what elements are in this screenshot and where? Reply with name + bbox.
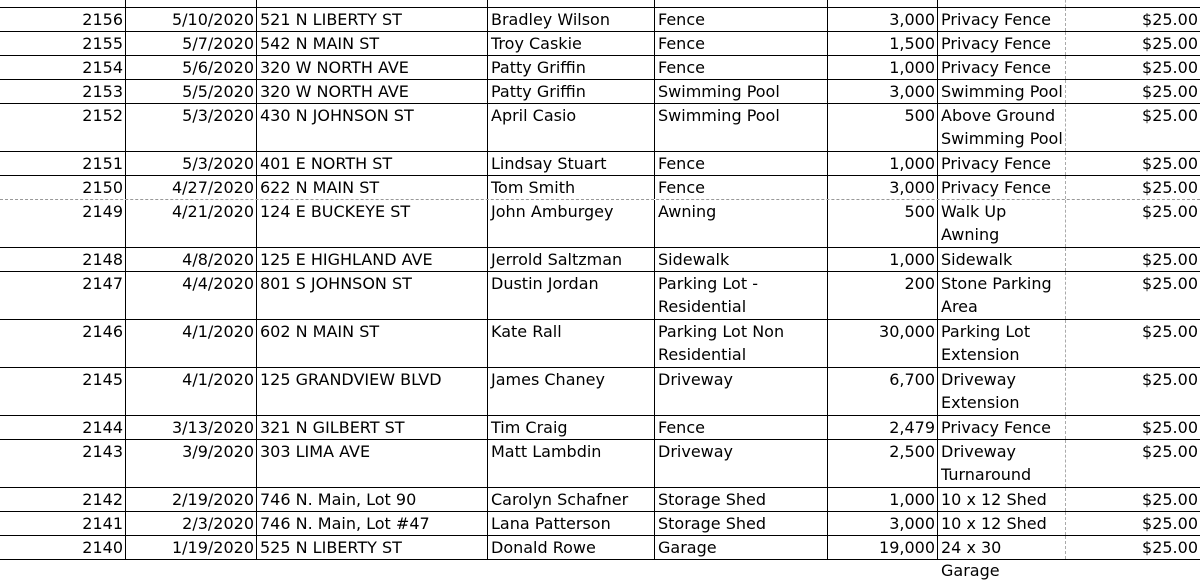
date-cell: 2/3/2020 (126, 512, 257, 535)
fee-cell: $25.00 (1142, 82, 1198, 101)
address-cell: 542 N MAIN ST (257, 32, 488, 55)
permit-type-cell (655, 152, 828, 175)
applicant-cell: Bradley Wilson (488, 8, 655, 31)
permit-type-text: Sidewalk (658, 250, 730, 269)
applicant-cell: Matt Lambdin (488, 440, 655, 487)
permit-type-cell (655, 440, 828, 487)
permit-type-cell (655, 248, 828, 271)
table-row (0, 320, 1200, 368)
table-row (0, 272, 1200, 320)
applicant-cell: Kate Rall (488, 320, 655, 367)
date-cell: 5/3/2020 (126, 152, 257, 175)
date-cell: 2/19/2020 (126, 488, 257, 511)
description-line: Extension (941, 345, 1020, 364)
description-line: Parking Lot (941, 322, 1031, 341)
applicant-cell: James Chaney (488, 368, 655, 415)
description-line: Driveway (941, 442, 1017, 461)
value-cell: 2,500 (828, 440, 938, 487)
permit-number-cell: 2146 (0, 320, 126, 367)
applicant-cell: Jerrold Saltzman (488, 248, 655, 271)
table-row (0, 512, 1200, 536)
value-cell: 3,000 (828, 176, 938, 199)
table-row (0, 440, 1200, 488)
applicant-cell: Tim Craig (488, 416, 655, 439)
description-line: Privacy Fence (941, 178, 1051, 197)
description-line: Awning (941, 225, 1000, 244)
permit-type-text: Parking Lot Non Residential (658, 322, 785, 364)
description-cell (938, 368, 1066, 415)
permit-number-cell: 2147 (0, 272, 126, 319)
description-cell (938, 272, 1066, 319)
description-line: Privacy Fence (941, 154, 1051, 173)
table-row (0, 104, 1200, 152)
table-row (0, 536, 1200, 580)
permit-type-text: Fence (658, 34, 705, 53)
applicant-cell: Patty Griffin (488, 56, 655, 79)
permit-type-cell (655, 536, 828, 559)
permit-type-cell (655, 104, 828, 151)
permit-type-text: Awning (658, 202, 717, 221)
table-row (0, 8, 1200, 32)
table-row (0, 0, 1200, 8)
description-line: Area (941, 297, 978, 316)
applicant-cell: John Amburgey (488, 200, 655, 247)
permit-number-cell: 2154 (0, 56, 126, 79)
date-cell: 4/1/2020 (126, 320, 257, 367)
description-line: Swimming Pool (941, 129, 1063, 148)
address-cell: 321 N GILBERT ST (257, 416, 488, 439)
value-cell: 1,500 (828, 32, 938, 55)
address-cell: 320 W NORTH AVE (257, 56, 488, 79)
permit-type-text: Swimming Pool (658, 82, 780, 101)
address-cell: 401 E NORTH ST (257, 152, 488, 175)
value-cell: 1,000 (828, 248, 938, 271)
applicant-cell: Troy Caskie (488, 32, 655, 55)
table-row (0, 80, 1200, 104)
value-cell: 1,000 (828, 56, 938, 79)
date-cell: 4/1/2020 (126, 368, 257, 415)
value-cell: 19,000 (828, 536, 938, 559)
description-line: Driveway (941, 370, 1017, 389)
permit-type-text: Parking Lot - Residential (658, 274, 758, 316)
address-cell: 125 E HIGHLAND AVE (257, 248, 488, 271)
fee-cell: $25.00 (1142, 58, 1198, 77)
permit-number-cell: 2150 (0, 176, 126, 199)
table-row (0, 368, 1200, 416)
permit-type-cell (655, 8, 828, 31)
permit-type-cell (655, 176, 828, 199)
address-cell: 525 N LIBERTY ST (257, 536, 488, 559)
description-cell (938, 56, 1066, 79)
value-cell: 1,000 (828, 488, 938, 511)
description-line: Walk Up (941, 202, 1007, 221)
fee-cell: $25.00 (1142, 10, 1198, 29)
permit-type-cell (655, 272, 828, 319)
permit-type-cell (655, 200, 828, 247)
description-cell (938, 248, 1066, 271)
date-cell (126, 0, 257, 7)
permit-type-text: Fence (658, 154, 705, 173)
description-cell (938, 32, 1066, 55)
date-cell: 5/6/2020 (126, 56, 257, 79)
description-line: Turnaround (941, 465, 1032, 484)
description-cell (938, 80, 1066, 103)
description-line: Above Ground (941, 106, 1056, 125)
value-cell: 3,000 (828, 8, 938, 31)
fee-cell: $25.00 (1142, 202, 1198, 221)
permit-type-text: Fence (658, 58, 705, 77)
date-cell: 4/4/2020 (126, 272, 257, 319)
description-cell (938, 152, 1066, 175)
value-cell: 500 (828, 104, 938, 151)
address-cell: 602 N MAIN ST (257, 320, 488, 367)
description-cell (938, 0, 1066, 7)
address-cell: 801 S JOHNSON ST (257, 272, 488, 319)
date-cell: 5/7/2020 (126, 32, 257, 55)
description-line: Swimming Pool (941, 82, 1063, 101)
table-row (0, 248, 1200, 272)
permit-type-cell (655, 512, 828, 535)
value-cell: 2,479 (828, 416, 938, 439)
address-cell: 430 N JOHNSON ST (257, 104, 488, 151)
description-line: 10 x 12 Shed (941, 490, 1047, 509)
table-row (0, 152, 1200, 176)
fee-cell: $25.00 (1142, 178, 1198, 197)
permit-number-cell: 2140 (0, 536, 126, 559)
fee-cell: $25.00 (1142, 34, 1198, 53)
applicant-cell: Dustin Jordan (488, 272, 655, 319)
applicant-cell: Carolyn Schafner (488, 488, 655, 511)
fee-cell (1066, 0, 1200, 7)
description-line: Privacy Fence (941, 418, 1051, 437)
permit-type-text: Driveway (658, 370, 734, 389)
description-cell (938, 8, 1066, 31)
table-row (0, 200, 1200, 248)
value-cell: 30,000 (828, 320, 938, 367)
description-cell (938, 416, 1066, 439)
permit-type-cell (655, 416, 828, 439)
applicant-cell: Lindsay Stuart (488, 152, 655, 175)
description-line: 24 x 30 Garage (941, 538, 1002, 580)
permit-number-cell: 2151 (0, 152, 126, 175)
permit-number-cell: 2145 (0, 368, 126, 415)
date-cell: 3/9/2020 (126, 440, 257, 487)
applicant-cell: Patty Griffin (488, 80, 655, 103)
table-row (0, 416, 1200, 440)
date-cell: 4/27/2020 (126, 176, 257, 199)
permit-type-text: Garage (658, 538, 717, 557)
permit-type-cell (655, 0, 828, 7)
address-cell: 125 GRANDVIEW BLVD (257, 368, 488, 415)
date-cell: 4/8/2020 (126, 248, 257, 271)
permit-number-cell (0, 0, 126, 7)
date-cell: 5/3/2020 (126, 104, 257, 151)
description-cell (938, 512, 1066, 535)
permit-number-cell: 2152 (0, 104, 126, 151)
fee-cell: $25.00 (1142, 490, 1198, 509)
permit-type-text: Fence (658, 10, 705, 29)
description-line: Privacy Fence (941, 10, 1051, 29)
permit-number-cell: 2142 (0, 488, 126, 511)
permit-type-text: Fence (658, 178, 705, 197)
address-cell: 746 N. Main, Lot #47 (257, 512, 488, 535)
description-cell (938, 104, 1066, 151)
description-cell (938, 488, 1066, 511)
address-cell: 320 W NORTH AVE (257, 80, 488, 103)
table-row (0, 488, 1200, 512)
permit-type-text: Fence (658, 418, 705, 437)
fee-cell: $25.00 (1142, 322, 1198, 341)
permit-type-cell (655, 56, 828, 79)
value-cell: 500 (828, 200, 938, 247)
description-line: Stone Parking (941, 274, 1052, 293)
fee-cell: $25.00 (1142, 418, 1198, 437)
applicant-cell: Lana Patterson (488, 512, 655, 535)
date-cell: 3/13/2020 (126, 416, 257, 439)
date-cell: 4/21/2020 (126, 200, 257, 247)
date-cell: 1/19/2020 (126, 536, 257, 559)
permit-number-cell: 2144 (0, 416, 126, 439)
fee-cell: $25.00 (1142, 250, 1198, 269)
table-row (0, 32, 1200, 56)
value-cell: 6,700 (828, 368, 938, 415)
date-cell: 5/10/2020 (126, 8, 257, 31)
applicant-cell (488, 0, 655, 7)
address-cell: 746 N. Main, Lot 90 (257, 488, 488, 511)
fee-cell: $25.00 (1142, 274, 1198, 293)
permit-type-cell (655, 368, 828, 415)
permit-type-cell (655, 488, 828, 511)
address-cell: 521 N LIBERTY ST (257, 8, 488, 31)
table-row (0, 176, 1200, 200)
fee-cell: $25.00 (1142, 370, 1198, 389)
value-cell (828, 0, 938, 7)
address-cell: 622 N MAIN ST (257, 176, 488, 199)
description-cell (938, 200, 1066, 247)
fee-cell: $25.00 (1142, 442, 1198, 461)
permit-number-cell: 2153 (0, 80, 126, 103)
date-cell: 5/5/2020 (126, 80, 257, 103)
value-cell: 1,000 (828, 152, 938, 175)
value-cell: 3,000 (828, 80, 938, 103)
permit-number-cell: 2155 (0, 32, 126, 55)
description-cell (938, 176, 1066, 199)
description-line: Privacy Fence (941, 58, 1051, 77)
address-cell (257, 0, 488, 7)
permit-type-text: Swimming Pool (658, 106, 780, 125)
description-cell (938, 536, 1066, 580)
fee-cell: $25.00 (1142, 106, 1198, 125)
permit-number-cell: 2149 (0, 200, 126, 247)
fee-cell: $25.00 (1142, 538, 1198, 557)
description-line: Sidewalk (941, 250, 1013, 269)
applicant-cell: Tom Smith (488, 176, 655, 199)
fee-cell: $25.00 (1142, 514, 1198, 533)
permit-type-cell (655, 320, 828, 367)
permit-number-cell: 2143 (0, 440, 126, 487)
value-cell: 3,000 (828, 512, 938, 535)
permit-number-cell: 2141 (0, 512, 126, 535)
applicant-cell: Donald Rowe (488, 536, 655, 559)
applicant-cell: April Casio (488, 104, 655, 151)
permit-type-text: Storage Shed (658, 490, 766, 509)
fee-cell: $25.00 (1142, 154, 1198, 173)
permit-type-cell (655, 80, 828, 103)
address-cell: 303 LIMA AVE (257, 440, 488, 487)
description-line: Extension (941, 393, 1020, 412)
permit-type-cell (655, 32, 828, 55)
permit-type-text: Driveway (658, 442, 734, 461)
table-row (0, 56, 1200, 80)
permit-number-cell: 2156 (0, 8, 126, 31)
description-line: Privacy Fence (941, 34, 1051, 53)
description-cell (938, 320, 1066, 367)
value-cell: 200 (828, 272, 938, 319)
description-line: 10 x 12 Shed (941, 514, 1047, 533)
permit-type-text: Storage Shed (658, 514, 766, 533)
permit-number-cell: 2148 (0, 248, 126, 271)
description-cell (938, 440, 1066, 487)
address-cell: 124 E BUCKEYE ST (257, 200, 488, 247)
